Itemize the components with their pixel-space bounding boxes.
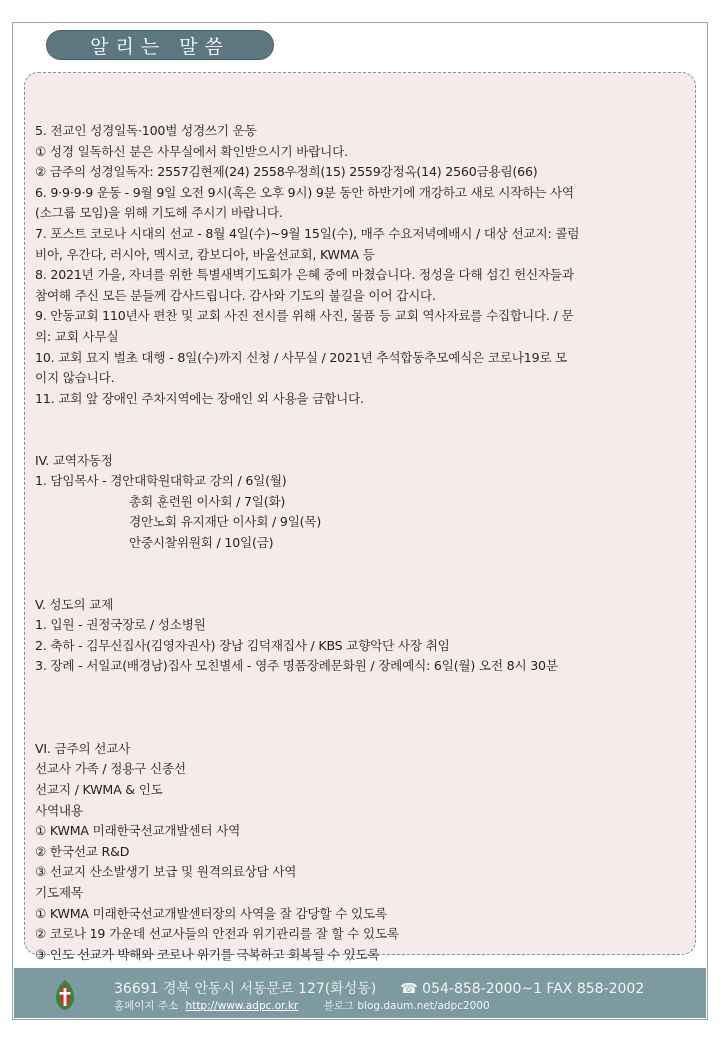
missionary-line: ② 한국선교 R&D xyxy=(35,843,130,859)
missionary-line: ① KWMA 미래한국선교개발센터장의 사역을 잘 감당할 수 있도록 xyxy=(35,905,387,921)
minister-schedule-item: 경안노회 유지재단 이사회 / 9일(목) xyxy=(129,514,322,530)
footer-links xyxy=(114,998,490,1013)
footer-address: 36691 경북 안동시 서동문로 127(화성동) xyxy=(114,981,377,997)
missionary-line: 기도제목 xyxy=(35,884,83,900)
fellowship-item: 2. 축하 - 김무신집사(김영자권사) 장남 김덕재집사 / KBS 교향악단 사장 취임 xyxy=(35,637,450,653)
fellowship-item: 1. 입원 - 권정국장로 / 성소병원 xyxy=(35,617,206,633)
page-title: 알리는 말씀 xyxy=(46,30,274,60)
notice-line: 9. 안동교회 110년사 편찬 및 교회 사진 전시를 위해 사진, 물품 등 교회 역사자료를 수집합니다. / 문 xyxy=(35,308,574,324)
notice-line: 5. 전교인 성경일독·100벌 성경쓰기 운동 xyxy=(35,123,257,138)
footer-phone: ☎ 054-858-2000~1 FAX 858-2002 xyxy=(400,981,645,997)
notice-line: 8. 2021년 가을, 자녀를 위한 특별새벽기도회가 은혜 중에 마쳤습니다. 정성을 다해 섬긴 헌신자들과 xyxy=(35,267,574,283)
notice-line: 참여해 주신 모든 분들께 감사드립니다. 감사와 기도의 불길을 이어 갑시다. xyxy=(35,287,436,303)
notice-line: 의: 교회 사무실 xyxy=(35,328,119,344)
minister-schedule-item: 총회 훈련원 이사회 / 7일(화) xyxy=(129,493,286,509)
notice-line: (소그룹 모임)을 위해 기도해 주시기 바랍니다. xyxy=(35,205,283,221)
church-cross-logo-icon xyxy=(52,978,78,1012)
announcements-body xyxy=(35,121,685,965)
notice-line: 비아, 우간다, 러시아, 멕시코, 캄보디아, 바울선교회, KWMA 등 xyxy=(35,246,375,262)
missionary-line: 선교사 가족 / 정용구 신종선 xyxy=(35,761,186,777)
blog-address: 블로그 blog.daum.net/adpc2000 xyxy=(323,1000,490,1012)
announcements-panel xyxy=(24,72,696,962)
notice-line: 6. 9·9·9·9 운동 - 9월 9일 오전 9시(혹은 오후 9시) 9분 동안 하반기에 개강하고 새로 시작하는 사역 xyxy=(35,184,574,200)
notice-line: 10. 교회 묘지 벌초 대행 - 8일(수)까지 신청 / 사무실 / 2021년 추석합동추모예식은 코로나19로 모 xyxy=(35,349,568,365)
missionary-line: ③ 선교지 산소발생기 보급 및 원격의료상담 사역 xyxy=(35,864,297,880)
missionary-line: ③ 인도 선교가 박해와 코로나 위기를 극복하고 회복될 수 있도록 xyxy=(35,946,380,962)
notice-line: 이지 않습니다. xyxy=(35,370,115,386)
homepage-label: 홈페이지 주소 xyxy=(114,1000,179,1012)
footer xyxy=(14,968,706,1018)
missionary-line: 선교지 / KWMA & 인도 xyxy=(35,782,163,797)
fellowship-item: 3. 장례 - 서일교(배경남)집사 모친별세 - 영주 명품장례문화원 / 장례예식: 6일(월) 오전 8시 30분 xyxy=(35,658,558,674)
minister-schedule-item: 1. 담임목사 - 경안대학원대학교 강의 / 6일(월) xyxy=(35,473,287,489)
footer-contact xyxy=(114,978,644,998)
section-heading-ministers: IV. 교역자동정 xyxy=(35,452,113,468)
missionary-line: ① KWMA 미래한국선교개발센터 사역 xyxy=(35,823,241,839)
notice-line: ② 금주의 성경일독자: 2557김현제(24) 2558우정희(15) 2559강정옥(14) 2560금용림(66) xyxy=(35,164,538,180)
missionary-line: 사역내용 xyxy=(35,802,83,818)
missionary-line: ② 코로나 19 가운데 선교사들의 안전과 위기관리를 잘 할 수 있도록 xyxy=(35,926,399,942)
notice-line: ① 성경 일독하신 분은 사무실에서 확인받으시기 바랍니다. xyxy=(35,143,348,159)
minister-schedule-item: 안중시찰위원회 / 10일(금) xyxy=(129,534,274,550)
section-heading-missionary: VI. 금주의 선교사 xyxy=(35,740,131,756)
homepage-link[interactable]: http://www.adpc.or.kr xyxy=(185,1000,299,1012)
notice-line: 7. 포스트 코로나 시대의 선교 - 8월 4일(수)~9월 15일(수), 매주 수요저녁예배시 / 대상 선교지: 콜럼 xyxy=(35,225,580,241)
section-heading-fellowship: V. 성도의 교제 xyxy=(35,596,114,612)
notice-line: 11. 교회 앞 장애인 주차지역에는 장애인 외 사용을 금합니다. xyxy=(35,390,364,406)
